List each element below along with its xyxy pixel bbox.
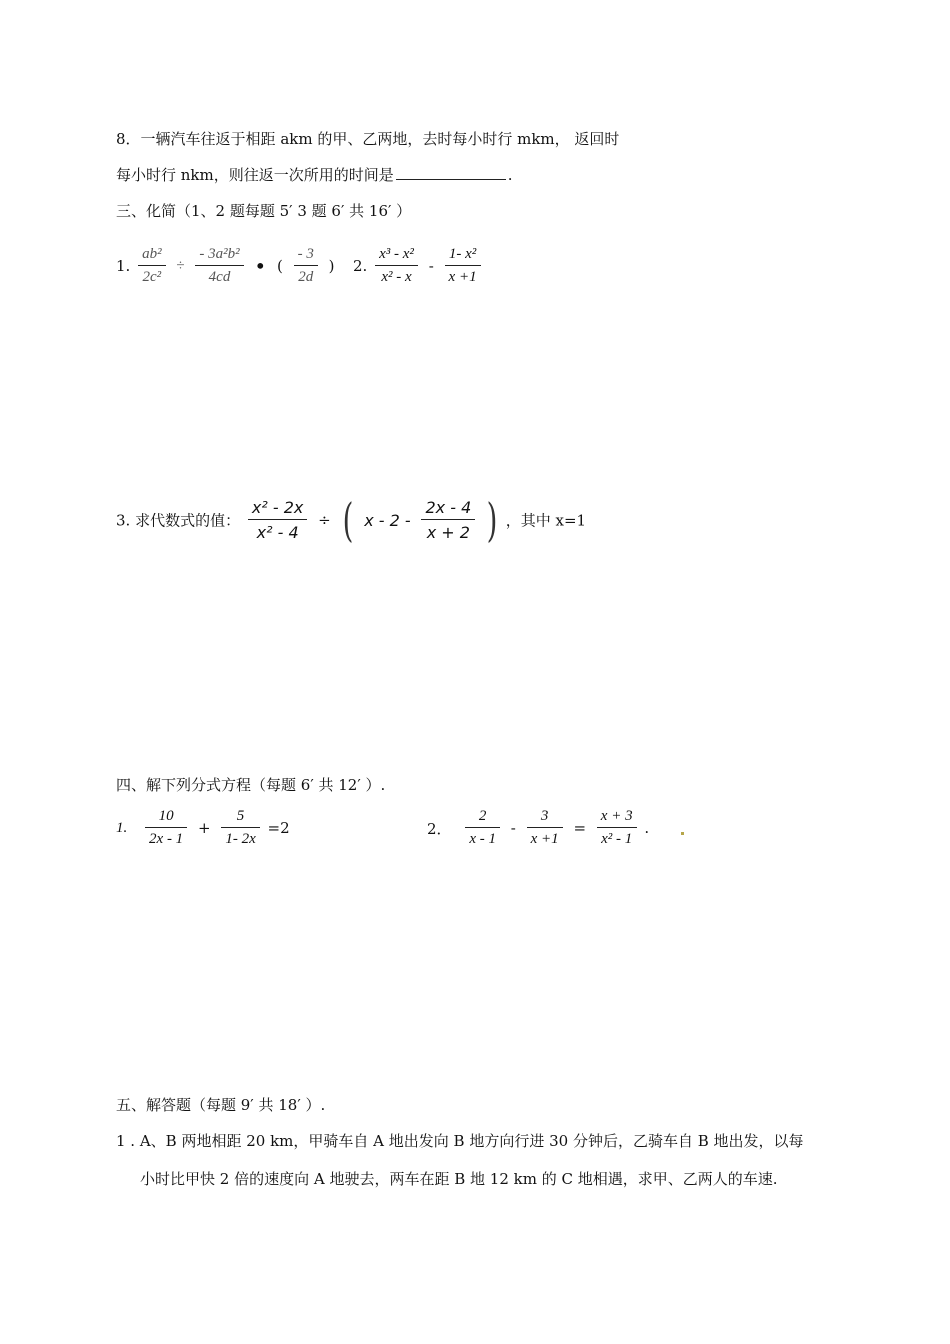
problem-label: 1. <box>116 257 131 275</box>
numerator: 10 <box>145 808 187 828</box>
problem-label: 1. <box>116 819 128 836</box>
numerator: 1- x² <box>445 246 481 266</box>
q8-line2-end: . <box>507 166 513 184</box>
big-left-paren: ( <box>342 493 353 547</box>
numerator: x³ - x² <box>375 246 418 266</box>
equation-1 <box>116 808 290 848</box>
fraction <box>221 808 259 848</box>
denominator: 4cd <box>208 269 231 285</box>
equation-rhs: =2 <box>267 819 290 837</box>
numerator: x² - 2x <box>248 498 307 520</box>
simplify-problem-2 <box>353 246 484 286</box>
equation-end: . <box>644 819 650 837</box>
equation-2 <box>427 808 649 848</box>
stray-dot <box>681 832 684 835</box>
plus-operator: + <box>197 819 211 837</box>
minus-operator: - <box>428 257 434 275</box>
denominator: 1- 2x <box>225 831 256 847</box>
divide-operator: ÷ <box>176 257 185 274</box>
fraction <box>597 808 637 848</box>
denominator: x - 1 <box>469 831 496 847</box>
section4-heading: 四、解下列分式方程（每题 6′ 共 12′ ）. <box>116 776 386 794</box>
denominator: 2c² <box>142 269 162 285</box>
denominator: x +1 <box>530 831 559 847</box>
simplify-problem-1 <box>116 246 338 286</box>
numerator: - 3 <box>294 246 318 266</box>
fraction <box>145 808 187 848</box>
word-problem-line2: 小时比甲快 2 倍的速度向 A 地驶去，两车在距 B 地 12 km 的 C 地相遇，求甲、乙两人的车速. <box>140 1170 778 1188</box>
problem-label: 3. 求代数式的值： <box>116 511 241 530</box>
fraction <box>248 498 307 542</box>
fraction <box>445 246 481 286</box>
numerator: x + 3 <box>597 808 637 828</box>
numerator: 5 <box>221 808 259 828</box>
numerator: 3 <box>527 808 563 828</box>
numerator: 2 <box>465 808 500 828</box>
numerator: ab² <box>138 246 166 266</box>
fraction <box>527 808 563 848</box>
denominator: x² - 1 <box>601 831 633 847</box>
denominator: x + 2 <box>426 523 470 542</box>
minus-operator: - <box>510 819 516 837</box>
inner-expression: x - 2 - <box>364 510 411 530</box>
denominator: x +1 <box>448 269 477 285</box>
fraction <box>421 498 475 542</box>
fraction <box>138 246 166 286</box>
denominator: 2d <box>298 269 314 285</box>
denominator: x² - x <box>381 269 412 285</box>
q8-line2-text: 每小时行 nkm，则往返一次所用的时间是 <box>116 166 394 184</box>
denominator: 2x - 1 <box>149 831 184 847</box>
q8-line2 <box>116 164 513 185</box>
condition-text: ，其中 x=1 <box>505 511 587 530</box>
word-problem-line1: 1 . A、B 两地相距 20 km，甲骑车自 A 地出发向 B 地方向行进 30 分钟后，乙骑车自 B 地出发，以每 <box>116 1132 804 1150</box>
q8-line1: 8．一辆汽车往返于相距 akm 的甲、乙两地，去时每小时行 mkm， 返回时 <box>116 130 620 148</box>
numerator: 2x - 4 <box>421 498 475 520</box>
fraction <box>465 808 500 848</box>
divide-operator: ÷ <box>318 511 331 529</box>
denominator: x² - 4 <box>256 523 299 542</box>
section3-heading: 三、化简（1、2 题每题 5′ 3 题 6′ 共 16′ ） <box>116 202 412 220</box>
left-paren: ( <box>277 257 283 275</box>
fraction <box>294 246 318 286</box>
numerator: - 3a²b² <box>195 246 243 266</box>
multiply-operator: • <box>254 254 267 278</box>
equals-operator: = <box>573 819 587 837</box>
section5-heading: 五、解答题（每题 9′ 共 18′ ）. <box>116 1096 326 1114</box>
fraction <box>375 246 418 286</box>
simplify-problem-3 <box>116 493 587 547</box>
big-right-paren: ) <box>486 493 498 547</box>
fraction <box>195 246 243 286</box>
answer-blank <box>396 167 506 180</box>
problem-label: 2． <box>427 819 452 838</box>
problem-label: 2. <box>353 257 368 275</box>
right-paren: ) <box>328 257 335 275</box>
